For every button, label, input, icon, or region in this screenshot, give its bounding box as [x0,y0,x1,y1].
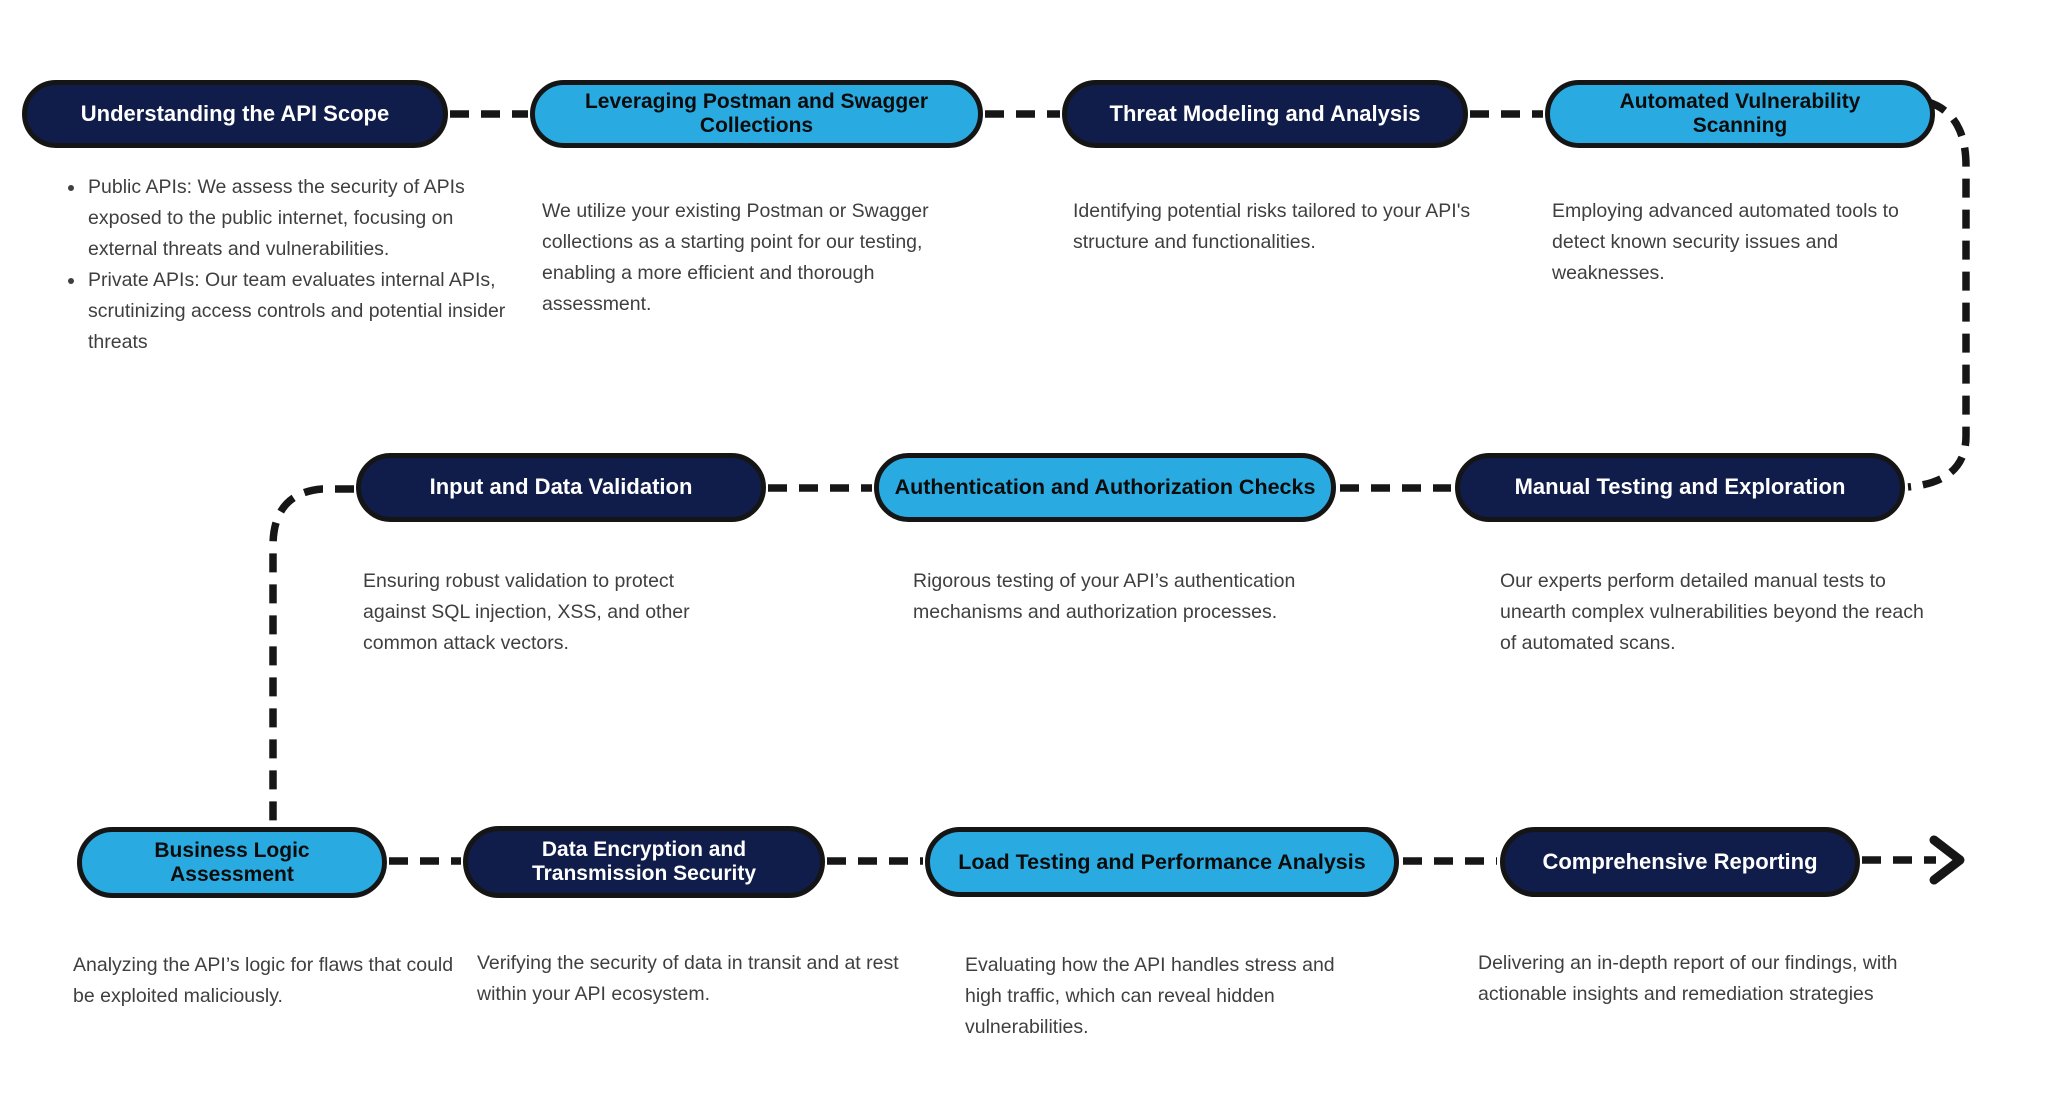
bullet-item-private-apis: • Private APIs: Our team evaluates internal APIs, scrutinizing access controls and potential insider threats [86,265,516,358]
connector-row2-row3-curve [273,489,354,824]
step-description-load-testing: Evaluating how the API handles stress and high traffic, which can reveal hidden vulnerabilities. [965,954,1335,1038]
step-title: Manual Testing and Exploration [1514,474,1846,500]
step-pill-manual-testing-exploration [1455,453,1905,522]
step-description-business-logic: Analyzing the API’s logic for flaws that could be exploited maliciously. [73,954,454,1007]
connector-row1-row2-curve [1908,102,1966,487]
step-pill-comprehensive-reporting [1500,827,1860,897]
step-pill-input-data-validation [356,453,766,522]
step-description-manual-testing: Our experts perform detailed manual tests to unearth complex vulnerabilities beyond the reach of automated scans. [1500,570,1924,654]
step-description-postman-swagger: We utilize your existing Postman or Swagger collections as a starting point for our testing, enabling a more efficient and thorough assessment. [542,200,929,315]
step-title: Understanding the API Scope [80,100,390,126]
step-title: Input and Data Validation [429,474,693,500]
step-description-input-validation: Ensuring robust validation to protect against SQL injection, XSS, and other common attack vectors. [363,570,690,654]
step-pill-authentication-authorization-checks [874,453,1336,522]
step-pill-load-testing-performance-analysis [925,827,1399,897]
arrowhead-icon [1934,840,1960,880]
step-title: Comprehensive Reporting [1542,848,1818,874]
step-title: Business Logic Assessment [154,838,310,886]
step-title: Leveraging Postman and Swagger Collections [584,90,929,137]
step-title: Authentication and Authorization Checks [894,475,1316,500]
step-pill-data-encryption-transmission-security [463,826,825,898]
step-description-auth-checks: Rigorous testing of your API’s authentication mechanisms and authorization processes. [913,570,1296,623]
step-description-threat-modeling: Identifying potential risks tailored to your API's structure and functionalities. [1073,200,1471,253]
step-description-comprehensive-reporting: Delivering an in-depth report of our findings, with actionable insights and remediation strategies [1478,952,1898,1005]
step-pill-understanding-api-scope [22,80,448,148]
step-pill-postman-swagger-collections [530,80,983,148]
step-title: Threat Modeling and Analysis [1109,100,1421,126]
step-title: Automated Vulnerability Scanning [1619,90,1861,137]
step-description-data-encryption: Verifying the security of data in transit and at rest within your API ecosystem. [477,952,899,1005]
step-pill-automated-vulnerability-scanning [1545,80,1935,148]
step-title: Data Encryption and Transmission Security [531,838,757,885]
step-pill-threat-modeling [1062,80,1468,148]
step-title: Load Testing and Performance Analysis [958,849,1366,874]
step-bullet-list-api-scope [40,172,516,358]
step-description-automated-scanning: Employing advanced automated tools to detect known security issues and weaknesses. [1552,200,1899,284]
bullet-item-public-apis: • Public APIs: We assess the security of APIs exposed to the public internet, focusing on external threats and vulnerabilities. [86,172,516,265]
step-pill-business-logic-assessment [77,827,387,898]
